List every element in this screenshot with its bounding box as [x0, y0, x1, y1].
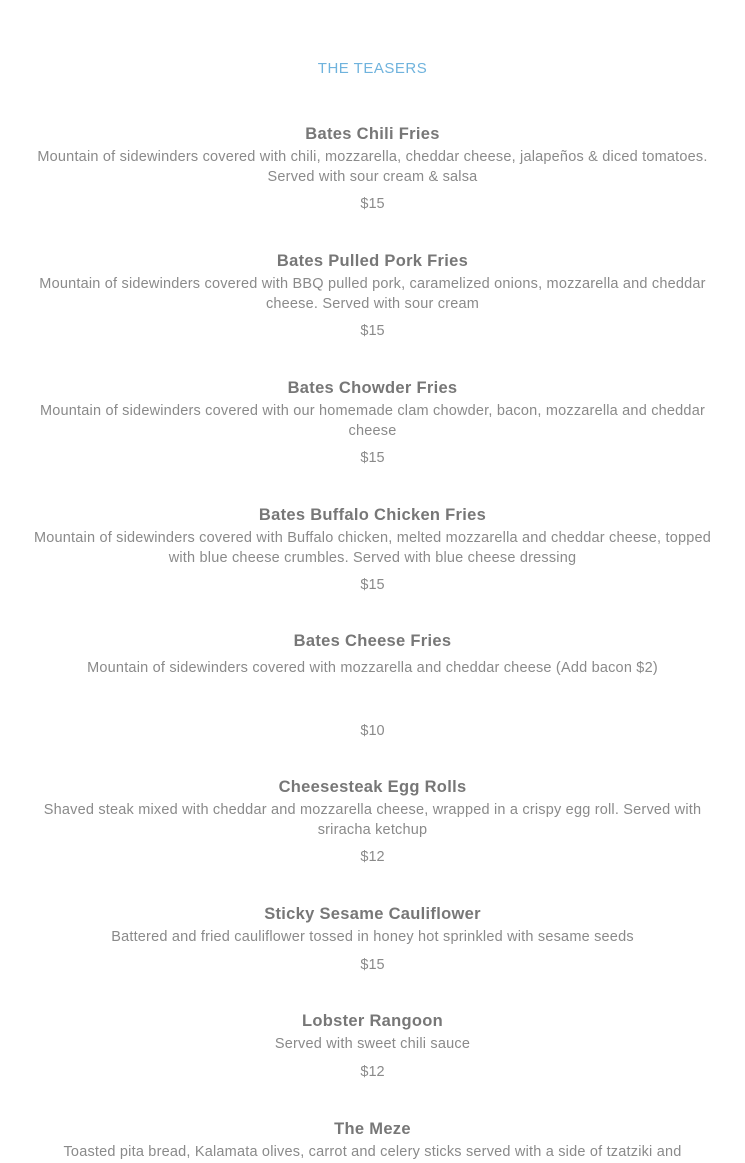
item-price: $12 [360, 1063, 385, 1080]
menu-item [0, 124, 745, 213]
item-description: Served with sweet chili sauce [274, 1036, 471, 1052]
item-description: Mountain of sidewinders covered with mozzarella and cheddar cheese (Add bacon $2) [87, 660, 658, 676]
item-name: Sticky Sesame Cauliflower [264, 905, 481, 923]
item-name: Bates Pulled Pork Fries [276, 252, 469, 270]
section-title: THE TEASERS [317, 60, 428, 77]
item-description: Shaved steak mixed with cheddar and mozzarella cheese, wrapped in a crispy egg roll. Served with sriracha ketchup [43, 802, 702, 838]
item-name: Bates Chowder Fries [287, 379, 458, 397]
item-description: Toasted pita bread, Kalamata olives, carrot and celery sticks served with a side of tzatziki and [63, 1144, 682, 1160]
item-name: Bates Buffalo Chicken Fries [258, 506, 487, 524]
menu-item [0, 777, 745, 866]
item-price: $15 [360, 323, 385, 339]
item-name: Lobster Rangoon [301, 1012, 444, 1030]
item-description: Battered and fried cauliflower tossed in honey hot sprinkled with sesame seeds [111, 929, 634, 945]
item-description: Mountain of sidewinders covered with BBQ pulled pork, caramelized onions, mozzarella and cheddar cheese. Served with sour cream [39, 276, 706, 312]
menu-item [0, 1119, 745, 1163]
menu-item [0, 505, 745, 594]
item-description: Mountain of sidewinders covered with chili, mozzarella, cheddar cheese, jalapeños & diced tomatoes. Served with sour cream & salsa [37, 149, 708, 185]
item-price: $15 [360, 196, 385, 212]
item-name: The Meze [334, 1120, 411, 1138]
menu-item [0, 378, 745, 467]
item-name: Bates Cheese Fries [293, 632, 452, 650]
item-price: $15 [360, 577, 385, 593]
menu-item [0, 631, 745, 740]
item-name: Cheesesteak Egg Rolls [278, 778, 467, 796]
item-name: Bates Chili Fries [305, 125, 440, 143]
item-price: $10 [360, 722, 385, 739]
item-price: $15 [360, 956, 385, 973]
menu-item [0, 1011, 745, 1081]
item-description: Mountain of sidewinders covered with our homemade clam chowder, bacon, mozzarella and cheddar cheese [39, 403, 705, 439]
item-price: $12 [360, 849, 385, 865]
item-description: Mountain of sidewinders covered with Buffalo chicken, melted mozzarella and cheddar cheese, topped with blue cheese crumbles. Served with blue cheese dressing [33, 530, 712, 566]
item-price: $15 [360, 450, 385, 466]
menu-item [0, 904, 745, 974]
menu-item [0, 251, 745, 340]
